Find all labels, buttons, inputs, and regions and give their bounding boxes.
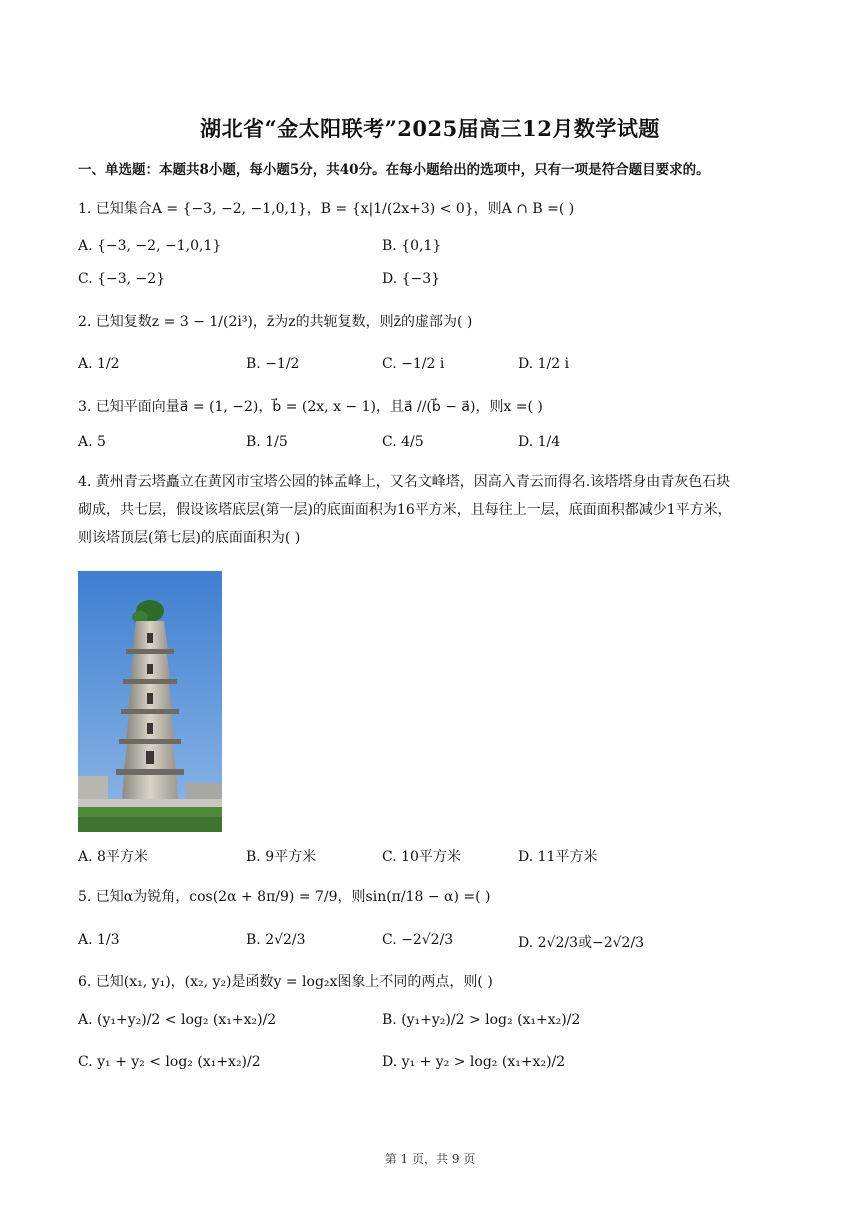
question-3-option-c: C. 4/5	[382, 434, 424, 450]
question-4-option-d: D. 11平方米	[518, 849, 598, 865]
question-4-stem-line: 则该塔顶层(第七层)的底面面积为( )	[78, 530, 301, 546]
question-5-option-d: D. 2√2/3或−2√2/3	[518, 935, 645, 951]
section-heading: 一、单选题：本题共8小题，每小题5分，共40分。在每小题给出的选项中，只有一项是符合题目要求的。	[78, 162, 710, 178]
question-3-option-d: D. 1/4	[518, 434, 561, 450]
question-5-option-b: B. 2√2/3	[246, 932, 306, 948]
question-4-stem-line: 4. 黄州青云塔矗立在黄冈市宝塔公园的钵孟峰上，又名文峰塔，因高入青云而得名.该塔塔身由青灰色石块	[78, 474, 731, 490]
page-footer: 第 1 页，共 9 页	[384, 1152, 476, 1166]
question-1-stem: 1. 已知集合A = {−3, −2, −1,0,1}，B = {x|1/(2x+3) < 0}，则A ∩ B =( )	[78, 201, 575, 217]
question-1-option-a: A. {−3, −2, −1,0,1}	[78, 238, 222, 254]
tower-photo	[78, 571, 222, 832]
question-1-option-b: B. {0,1}	[382, 238, 442, 254]
question-6-option-a: A. (y₁+y₂)/2 < log₂ (x₁+x₂)/2	[78, 1012, 277, 1028]
question-4-option-b: B. 9平方米	[246, 849, 317, 865]
question-6-option-c: C. y₁ + y₂ < log₂ (x₁+x₂)/2	[78, 1054, 261, 1070]
question-2-option-b: B. −1/2	[246, 356, 300, 372]
question-6-option-d: D. y₁ + y₂ > log₂ (x₁+x₂)/2	[382, 1054, 566, 1070]
question-6-option-b: B. (y₁+y₂)/2 > log₂ (x₁+x₂)/2	[382, 1012, 581, 1028]
question-4-stem-line: 砌成，共七层，假设该塔底层(第一层)的底面面积为16平方米，且每往上一层，底面面积都减少1平方米，	[78, 502, 732, 518]
question-1-option-d: D. {−3}	[382, 271, 441, 287]
question-5-option-c: C. −2√2/3	[382, 932, 454, 948]
question-2-option-a: A. 1/2	[78, 356, 120, 372]
question-6-stem: 6. 已知(x₁, y₁)，(x₂, y₂)是函数y = log₂x图象上不同的两点，则( )	[78, 974, 493, 990]
question-3-stem: 3. 已知平面向量a⃗ = (1, −2)，b⃗ = (2x, x − 1)，且a⃗ //(b⃗ − a⃗)，则x =( )	[78, 399, 543, 415]
question-1-option-c: C. {−3, −2}	[78, 271, 166, 287]
question-2-option-d: D. 1/2 i	[518, 356, 570, 372]
page-title: 湖北省“金太阳联考”2025届高三12月数学试题	[200, 116, 660, 141]
question-4-stem	[78, 468, 790, 552]
question-4-option-a: A. 8平方米	[78, 849, 148, 865]
question-3-option-a: A. 5	[78, 434, 106, 450]
question-2-stem: 2. 已知复数z = 3 − 1/(2i³)，z̄为z的共轭复数，则z̄的虚部为( )	[78, 314, 473, 330]
question-4-option-c: C. 10平方米	[382, 849, 461, 865]
question-5-stem: 5. 已知α为锐角，cos(2α + 8π/9) = 7/9，则sin(π/18 − α) =( )	[78, 889, 491, 905]
question-3-option-b: B. 1/5	[246, 434, 288, 450]
question-2-option-c: C. −1/2 i	[382, 356, 445, 372]
question-5-option-a: A. 1/3	[78, 932, 120, 948]
